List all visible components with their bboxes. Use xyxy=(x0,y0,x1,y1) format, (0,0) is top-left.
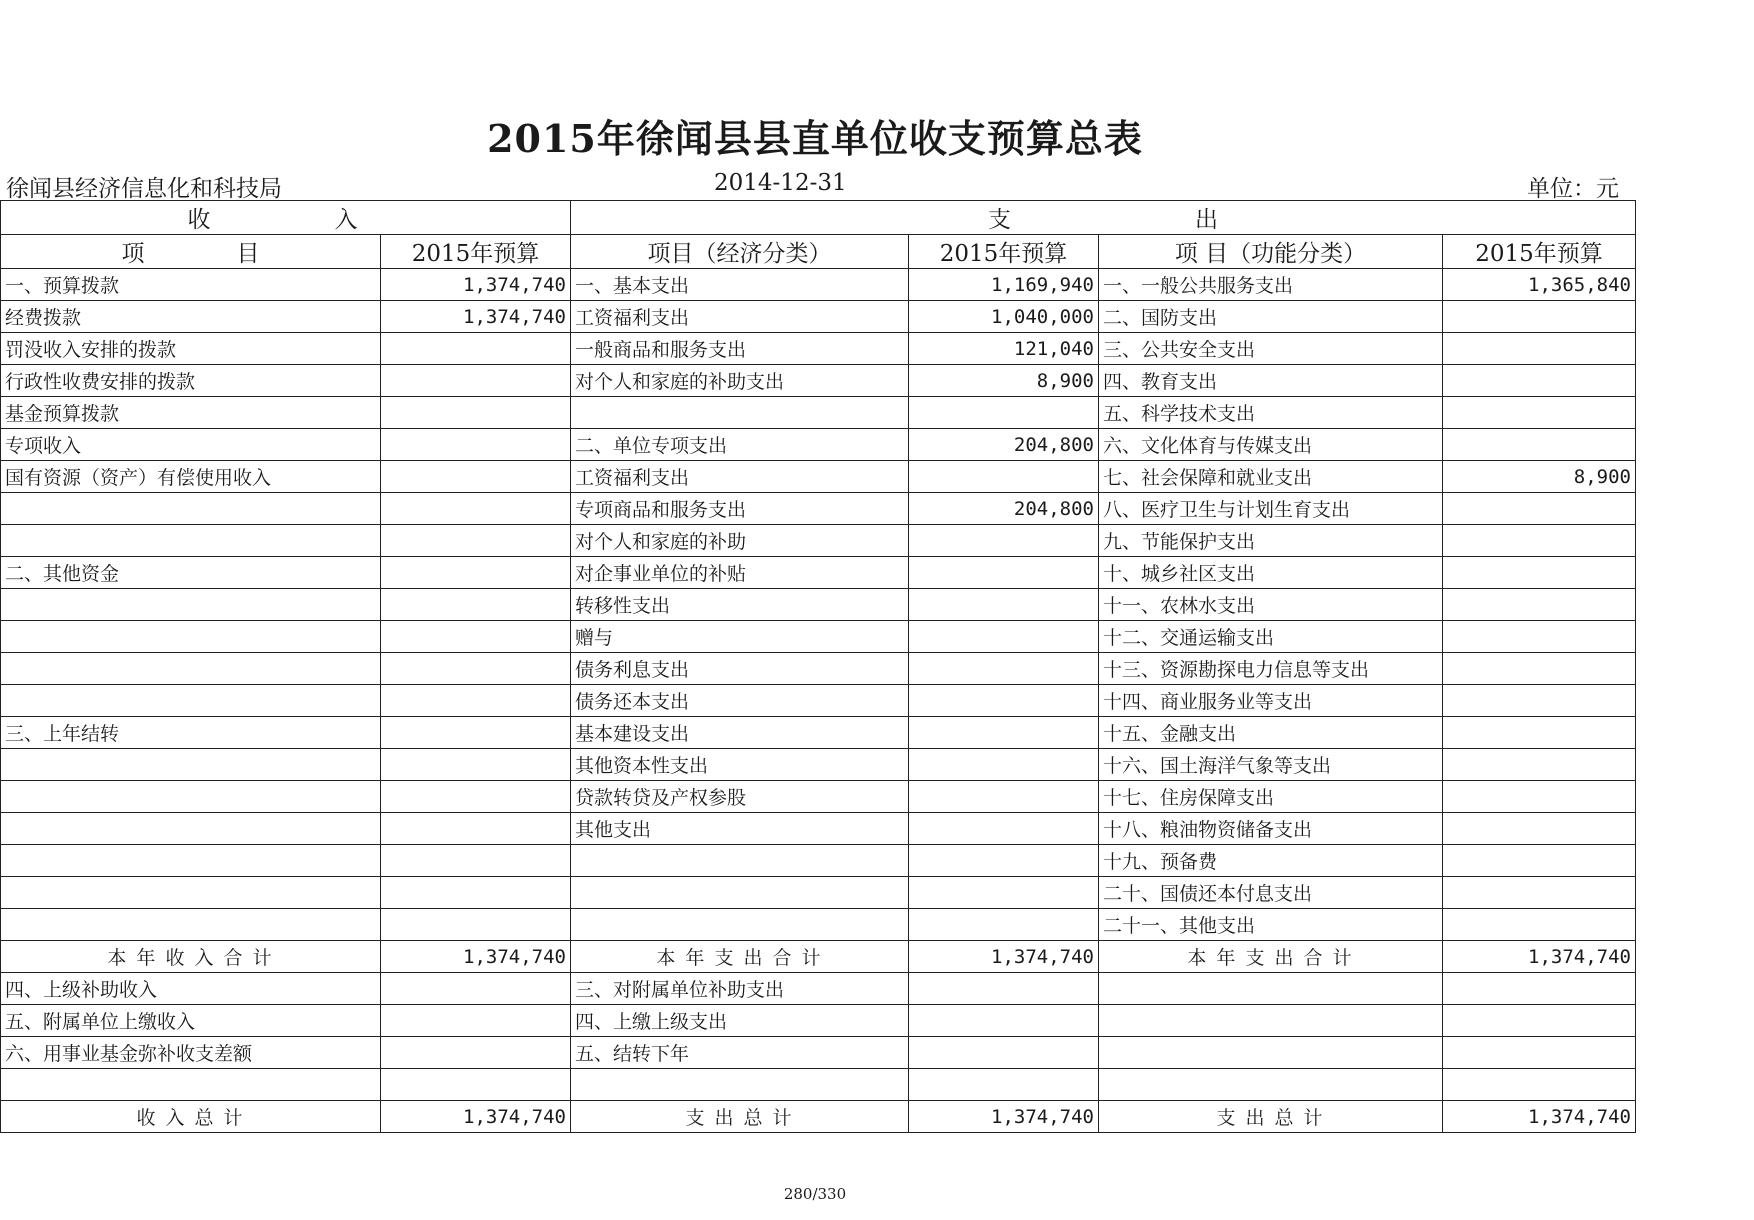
income-budget-cell xyxy=(381,621,571,653)
income-item-cell: 经费拨款 xyxy=(1,301,381,333)
func-budget-cell xyxy=(1443,333,1636,365)
income-item-cell xyxy=(1,877,381,909)
expense-section-header: 支 出 xyxy=(571,201,1636,235)
econ-grand-total-value: 1,374,740 xyxy=(909,1101,1099,1133)
func-budget-cell: 1,365,840 xyxy=(1443,269,1636,301)
income-budget-cell xyxy=(381,1037,571,1069)
func-item-cell: 六、文化体育与传媒支出 xyxy=(1099,429,1443,461)
income-item-cell: 罚没收入安排的拨款 xyxy=(1,333,381,365)
table-row xyxy=(1,781,1636,813)
func-budget-cell xyxy=(1443,973,1636,1005)
econ-item-cell: 四、上缴上级支出 xyxy=(571,1005,909,1037)
table-row xyxy=(1,365,1636,397)
econ-budget-cell xyxy=(909,1005,1099,1037)
func-budget-cell xyxy=(1443,845,1636,877)
func-budget-cell xyxy=(1443,653,1636,685)
report-title: 2015年徐闻县县直单位收支预算总表 xyxy=(487,116,1143,161)
econ-item-cell xyxy=(571,909,909,941)
econ-year-total-value: 1,374,740 xyxy=(909,941,1099,973)
func-budget-cell: 8,900 xyxy=(1443,461,1636,493)
func-budget-cell xyxy=(1443,877,1636,909)
func-budget-cell xyxy=(1443,781,1636,813)
table-row xyxy=(1,429,1636,461)
func-budget-cell xyxy=(1443,1037,1636,1069)
econ-item-cell: 工资福利支出 xyxy=(571,301,909,333)
econ-budget-cell xyxy=(909,653,1099,685)
func-item-cell: 五、科学技术支出 xyxy=(1099,397,1443,429)
econ-item-cell: 工资福利支出 xyxy=(571,461,909,493)
func-item-cell: 七、社会保障和就业支出 xyxy=(1099,461,1443,493)
income-budget-cell xyxy=(381,845,571,877)
econ-item-cell xyxy=(571,877,909,909)
func-item-cell: 十九、预备费 xyxy=(1099,845,1443,877)
table-row xyxy=(1,813,1636,845)
econ-item-cell: 对个人和家庭的补助支出 xyxy=(571,365,909,397)
econ-budget-cell: 121,040 xyxy=(909,333,1099,365)
func-item-cell: 十七、住房保障支出 xyxy=(1099,781,1443,813)
income-item-cell xyxy=(1,1069,381,1101)
income-budget-header: 2015年预算 xyxy=(381,235,571,269)
econ-item-cell: 五、结转下年 xyxy=(571,1037,909,1069)
econ-budget-cell xyxy=(909,621,1099,653)
table-row xyxy=(1,269,1636,301)
income-item-cell: 国有资源（资产）有偿使用收入 xyxy=(1,461,381,493)
func-item-cell: 二、国防支出 xyxy=(1099,301,1443,333)
income-item-cell xyxy=(1,749,381,781)
func-item-cell: 二十、国债还本付息支出 xyxy=(1099,877,1443,909)
income-budget-cell xyxy=(381,653,571,685)
income-budget-cell xyxy=(381,525,571,557)
func-item-cell: 十一、农林水支出 xyxy=(1099,589,1443,621)
income-budget-cell xyxy=(381,813,571,845)
econ-budget-cell xyxy=(909,685,1099,717)
econ-budget-cell xyxy=(909,461,1099,493)
econ-item-cell: 贷款转贷及产权参股 xyxy=(571,781,909,813)
econ-item-cell xyxy=(571,845,909,877)
econ-budget-cell xyxy=(909,1037,1099,1069)
econ-budget-cell: 8,900 xyxy=(909,365,1099,397)
econ-item-cell: 专项商品和服务支出 xyxy=(571,493,909,525)
func-item-cell: 十二、交通运输支出 xyxy=(1099,621,1443,653)
econ-item-cell: 债务还本支出 xyxy=(571,685,909,717)
func-budget-cell xyxy=(1443,1005,1636,1037)
table-row xyxy=(1,333,1636,365)
page-number: 280/330 xyxy=(783,1185,847,1203)
table-row xyxy=(1,493,1636,525)
func-grand-total-label: 支 出 总 计 xyxy=(1099,1101,1443,1133)
income-item-cell xyxy=(1,525,381,557)
income-item-cell xyxy=(1,845,381,877)
income-grand-total-label: 收 入 总 计 xyxy=(1,1101,381,1133)
currency-unit: 单位：元 xyxy=(1527,176,1619,202)
econ-item-header: 项目（经济分类） xyxy=(571,235,909,269)
income-item-cell: 三、上年结转 xyxy=(1,717,381,749)
econ-budget-cell: 1,169,940 xyxy=(909,269,1099,301)
table-row xyxy=(1,749,1636,781)
report-date: 2014-12-31 xyxy=(714,170,847,196)
income-budget-cell xyxy=(381,333,571,365)
income-item-cell xyxy=(1,781,381,813)
func-item-cell: 八、医疗卫生与计划生育支出 xyxy=(1099,493,1443,525)
econ-budget-cell xyxy=(909,877,1099,909)
econ-budget-cell xyxy=(909,973,1099,1005)
table-row xyxy=(1,301,1636,333)
income-budget-cell xyxy=(381,909,571,941)
income-budget-cell xyxy=(381,365,571,397)
econ-budget-cell xyxy=(909,397,1099,429)
func-budget-cell xyxy=(1443,493,1636,525)
func-item-cell xyxy=(1099,1005,1443,1037)
func-budget-cell xyxy=(1443,525,1636,557)
year-total-row xyxy=(1,941,1636,973)
econ-budget-cell xyxy=(909,813,1099,845)
income-item-cell: 四、上级补助收入 xyxy=(1,973,381,1005)
income-budget-cell xyxy=(381,461,571,493)
income-budget-cell xyxy=(381,973,571,1005)
func-budget-header: 2015年预算 xyxy=(1443,235,1636,269)
econ-item-cell: 转移性支出 xyxy=(571,589,909,621)
income-section-header: 收 入 xyxy=(1,201,571,235)
econ-budget-cell: 204,800 xyxy=(909,429,1099,461)
func-item-cell: 九、节能保护支出 xyxy=(1099,525,1443,557)
income-budget-cell: 1,374,740 xyxy=(381,269,571,301)
income-budget-cell xyxy=(381,397,571,429)
func-item-cell: 十、城乡社区支出 xyxy=(1099,557,1443,589)
table-row xyxy=(1,717,1636,749)
table-row xyxy=(1,1005,1636,1037)
income-budget-cell xyxy=(381,1069,571,1101)
func-item-cell xyxy=(1099,973,1443,1005)
func-year-total-label: 本 年 支 出 合 计 xyxy=(1099,941,1443,973)
func-item-cell: 十四、商业服务业等支出 xyxy=(1099,685,1443,717)
func-item-cell: 十三、资源勘探电力信息等支出 xyxy=(1099,653,1443,685)
income-budget-cell xyxy=(381,429,571,461)
func-item-cell xyxy=(1099,1037,1443,1069)
budget-table xyxy=(0,200,1636,1133)
econ-item-cell: 基本建设支出 xyxy=(571,717,909,749)
table-row xyxy=(1,397,1636,429)
table-row xyxy=(1,973,1636,1005)
func-item-cell: 四、教育支出 xyxy=(1099,365,1443,397)
econ-item-cell: 一般商品和服务支出 xyxy=(571,333,909,365)
income-budget-cell xyxy=(381,493,571,525)
func-item-cell: 十八、粮油物资储备支出 xyxy=(1099,813,1443,845)
income-budget-cell xyxy=(381,557,571,589)
econ-item-cell: 对企事业单位的补贴 xyxy=(571,557,909,589)
income-item-cell: 二、其他资金 xyxy=(1,557,381,589)
func-budget-cell xyxy=(1443,1069,1636,1101)
income-item-cell: 行政性收费安排的拨款 xyxy=(1,365,381,397)
income-budget-cell xyxy=(381,781,571,813)
func-item-cell: 三、公共安全支出 xyxy=(1099,333,1443,365)
econ-budget-cell xyxy=(909,909,1099,941)
func-budget-cell xyxy=(1443,365,1636,397)
table-row xyxy=(1,557,1636,589)
econ-budget-cell xyxy=(909,557,1099,589)
table-row xyxy=(1,1037,1636,1069)
econ-item-cell xyxy=(571,1069,909,1101)
income-budget-cell xyxy=(381,877,571,909)
income-grand-total-value: 1,374,740 xyxy=(381,1101,571,1133)
grand-total-row xyxy=(1,1101,1636,1133)
income-item-cell xyxy=(1,909,381,941)
econ-grand-total-label: 支 出 总 计 xyxy=(571,1101,909,1133)
income-item-cell: 五、附属单位上缴收入 xyxy=(1,1005,381,1037)
income-item-cell: 一、预算拨款 xyxy=(1,269,381,301)
func-budget-cell xyxy=(1443,621,1636,653)
econ-budget-cell xyxy=(909,1069,1099,1101)
econ-budget-cell xyxy=(909,781,1099,813)
income-budget-cell xyxy=(381,717,571,749)
income-budget-cell xyxy=(381,589,571,621)
func-item-header: 项 目（功能分类） xyxy=(1099,235,1443,269)
econ-budget-cell xyxy=(909,589,1099,621)
table-row xyxy=(1,589,1636,621)
econ-item-cell xyxy=(571,397,909,429)
econ-budget-cell xyxy=(909,749,1099,781)
func-year-total-value: 1,374,740 xyxy=(1443,941,1636,973)
func-budget-cell xyxy=(1443,301,1636,333)
table-row xyxy=(1,1069,1636,1101)
econ-budget-header: 2015年预算 xyxy=(909,235,1099,269)
income-item-cell xyxy=(1,653,381,685)
func-grand-total-value: 1,374,740 xyxy=(1443,1101,1636,1133)
income-item-cell xyxy=(1,589,381,621)
func-budget-cell xyxy=(1443,397,1636,429)
econ-item-cell: 对个人和家庭的补助 xyxy=(571,525,909,557)
func-item-cell: 十六、国土海洋气象等支出 xyxy=(1099,749,1443,781)
econ-budget-cell xyxy=(909,717,1099,749)
income-budget-cell xyxy=(381,749,571,781)
section-header-row xyxy=(1,201,1636,235)
table-row xyxy=(1,525,1636,557)
table-row xyxy=(1,877,1636,909)
econ-budget-cell xyxy=(909,525,1099,557)
func-item-cell: 十五、金融支出 xyxy=(1099,717,1443,749)
income-item-cell: 基金预算拨款 xyxy=(1,397,381,429)
table-row xyxy=(1,845,1636,877)
table-row xyxy=(1,653,1636,685)
income-item-cell: 专项收入 xyxy=(1,429,381,461)
income-budget-cell xyxy=(381,1005,571,1037)
func-item-cell: 二十一、其他支出 xyxy=(1099,909,1443,941)
table-row xyxy=(1,909,1636,941)
income-item-cell xyxy=(1,685,381,717)
income-budget-cell: 1,374,740 xyxy=(381,301,571,333)
income-budget-cell xyxy=(381,685,571,717)
econ-item-cell: 三、对附属单位补助支出 xyxy=(571,973,909,1005)
econ-item-cell: 一、基本支出 xyxy=(571,269,909,301)
income-year-total-value: 1,374,740 xyxy=(381,941,571,973)
func-budget-cell xyxy=(1443,557,1636,589)
econ-budget-cell: 1,040,000 xyxy=(909,301,1099,333)
income-item-cell xyxy=(1,621,381,653)
income-year-total-label: 本 年 收 入 合 计 xyxy=(1,941,381,973)
econ-year-total-label: 本 年 支 出 合 计 xyxy=(571,941,909,973)
func-budget-cell xyxy=(1443,749,1636,781)
func-budget-cell xyxy=(1443,813,1636,845)
econ-item-cell: 其他支出 xyxy=(571,813,909,845)
func-budget-cell xyxy=(1443,909,1636,941)
econ-item-cell: 其他资本性支出 xyxy=(571,749,909,781)
func-budget-cell xyxy=(1443,429,1636,461)
econ-budget-cell: 204,800 xyxy=(909,493,1099,525)
column-header-row xyxy=(1,235,1636,269)
table-row xyxy=(1,461,1636,493)
func-budget-cell xyxy=(1443,685,1636,717)
econ-budget-cell xyxy=(909,845,1099,877)
func-item-cell xyxy=(1099,1069,1443,1101)
econ-item-cell: 二、单位专项支出 xyxy=(571,429,909,461)
income-item-cell xyxy=(1,813,381,845)
income-item-header: 项 目 xyxy=(1,235,381,269)
func-budget-cell xyxy=(1443,589,1636,621)
income-item-cell xyxy=(1,493,381,525)
func-item-cell: 一、一般公共服务支出 xyxy=(1099,269,1443,301)
income-item-cell: 六、用事业基金弥补收支差额 xyxy=(1,1037,381,1069)
table-row xyxy=(1,685,1636,717)
table-row xyxy=(1,621,1636,653)
econ-item-cell: 赠与 xyxy=(571,621,909,653)
organization-name: 徐闻县经济信息化和科技局 xyxy=(6,176,282,202)
econ-item-cell: 债务利息支出 xyxy=(571,653,909,685)
func-budget-cell xyxy=(1443,717,1636,749)
